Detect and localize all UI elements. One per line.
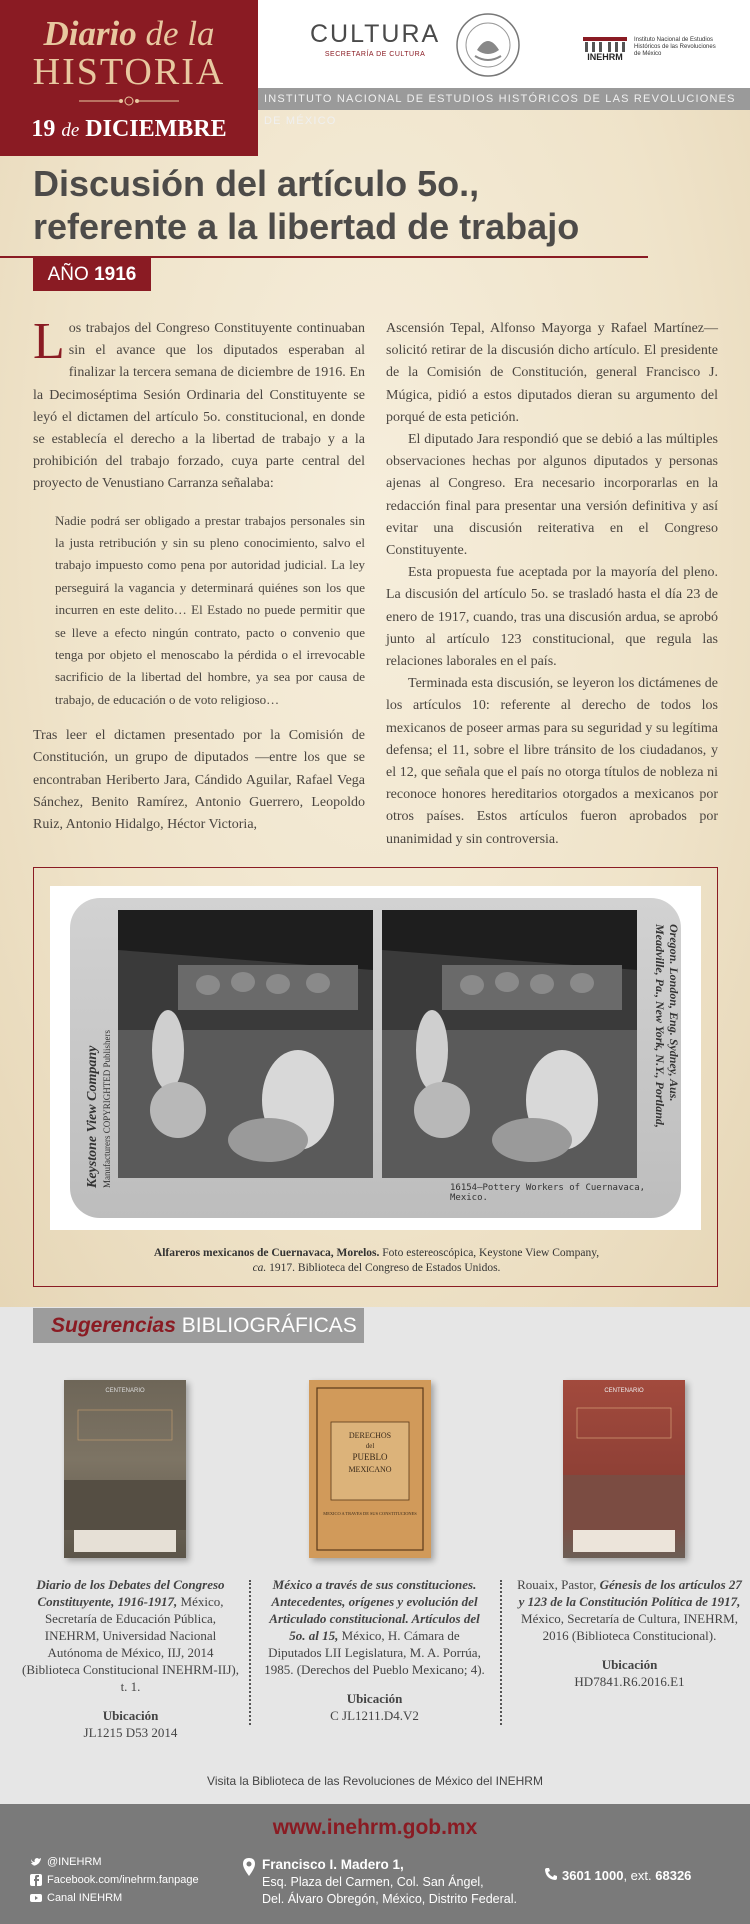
photo-frame: [33, 867, 718, 1287]
book-reference-2: México a través de sus constituciones. Antecedentes, orígenes y evolución del Articulado constitucional. Artículos del 5o. al 15, México, H. Cámara de Diputados LII Legislatura, M. A. Porrúa, 1985. (Derechos del Pueblo Mexicano; 4). Ubicación C JL1211.D4.V2: [262, 1576, 487, 1724]
book-cover-2[interactable]: [309, 1380, 431, 1558]
phone-icon: [544, 1867, 558, 1881]
stereo-image-left: [118, 910, 373, 1178]
book-cover-1[interactable]: [64, 1380, 186, 1558]
call-number: C JL1211.D4.V2: [330, 1708, 419, 1723]
svg-text:INEHRM: INEHRM: [587, 52, 623, 62]
ornament-icon: [79, 95, 179, 107]
masthead-line1: Diario de la: [43, 14, 215, 53]
photo-caption: Alfareros mexicanos de Cuernavaca, Morelos. Foto estereoscópica, Keystone View Company, ca. 1917. Biblioteca del Congreso de Estados Unidos.: [153, 1247, 600, 1274]
dropcap: L: [33, 313, 65, 370]
address: Francisco I. Madero 1, Esq. Plaza del Carmen, Col. San Ángel, Del. Álvaro Obregón, México, Distrito Federal.: [262, 1857, 517, 1906]
book-cover-2-art: [309, 1380, 431, 1558]
svg-text:PUEBLO: PUEBLO: [352, 1452, 388, 1462]
article-column-left: [33, 313, 365, 836]
location-label: Ubicación: [102, 1708, 159, 1723]
twitter-icon: [30, 1856, 42, 1868]
book-reference-3: Rouaix, Pastor, Génesis de los artículos 27 y 123 de la Constitución Política de 1917, México, Secretaría de Cultura, INEHRM, 2016 (Biblioteca Constitucional). Ubicación HD7841.R6.2016.E1: [517, 1577, 742, 1689]
svg-text:Meadville, Pa., New York, N.Y.: Meadville, Pa., New York, N.Y., Portland,: [653, 924, 667, 1128]
facebook-link[interactable]: Facebook.com/inehrm.fanpage: [30, 1874, 199, 1886]
location-pin-icon: [243, 1858, 255, 1876]
suggestions-heading: Sugerencias BIBLIOGRÁFICAS: [33, 1308, 364, 1343]
cultura-logo[interactable]: [310, 20, 440, 58]
svg-text:CENTENARIO: CENTENARIO: [604, 1388, 644, 1394]
book-cover-3[interactable]: [563, 1380, 685, 1558]
divider: [500, 1580, 502, 1725]
svg-text:MEXICANO: MEXICANO: [348, 1465, 392, 1474]
card-publisher-left: [78, 918, 114, 1198]
pottery-workshop-image: [382, 910, 637, 1178]
paragraph-4: El diputado Jara respondió que se debió a las múltiples observaciones hechas por algunos diputados y personas ajenas al Congreso. Era necesario incorporarlas en la redacción final para presentar una versión definitiva y así evitar una discusión reiterativa en el Congreso Constituyente.: [386, 432, 718, 559]
article-column-right: [386, 318, 718, 851]
book-reference-1: Diario de los Debates del Congreso Constituyente, 1916-1917, México, Secretaría de Educación Pública, INEHRM, Universidad Nacional Autónoma de México, IIJ, 2014 (Biblioteca Constitucional INEHRM-IIJ), t. 1. Ubicación JL1215 D53 2014: [18, 1576, 243, 1741]
inehrm-name: Instituto Nacional de Estudios Históricos de las Revoluciones de México: [634, 37, 716, 57]
svg-text:CENTENARIO: CENTENARIO: [105, 1388, 145, 1394]
paragraph-2: Tras leer el dictamen presentado por la Comisión de Constitución, un grupo de diputados —entre los que se encontraban Heriberto Jara, Cándido Aguilar, Rafael Vega Sánchez, Benito Ramírez, Antonio Guerrero, Leopoldo Ruiz, Antonio Hidalgo, Héctor Victoria,: [33, 728, 365, 833]
pottery-workshop-image: [118, 910, 373, 1178]
svg-text:DERECHOS: DERECHOS: [348, 1431, 392, 1440]
phone-number[interactable]: 3601 1000, ext. 68326: [562, 1868, 691, 1883]
masthead-date: 19 de DICIEMBRE: [31, 116, 227, 142]
footer: [0, 1804, 750, 1924]
call-number: HD7841.R6.2016.E1: [574, 1674, 685, 1689]
building-icon: [580, 33, 630, 61]
youtube-icon: [30, 1892, 42, 1904]
stereograph-photo: [50, 886, 701, 1230]
svg-text:MEXICO A TRAVES DE SUS CONSTIT: MEXICO A TRAVES DE SUS CONSTITUCIONES: [323, 1511, 417, 1516]
cultura-title: CULTURA: [310, 20, 441, 48]
book-cover-1-art: [64, 1380, 186, 1558]
paragraph-3: Ascensión Tepal, Alfonso Mayorga y Rafael Martínez— solicitó retirar de la discusión dicho artículo. El presidente de la Comisión de Constitución, general Francisco J. Múgica, pidió a estos diputados dieran su argumento del porqué de esta petición.: [386, 321, 718, 425]
institute-bar: INSTITUTO NACIONAL DE ESTUDIOS HISTÓRICOS DE LAS REVOLUCIONES DE MÉXICO: [258, 88, 750, 110]
masthead: [0, 0, 258, 156]
library-visit-note: Visita la Biblioteca de las Revoluciones de México del INEHRM: [207, 1774, 543, 1788]
card-caption: 16154—Pottery Workers of Cuernavaca, Mexico.: [450, 1183, 646, 1203]
stereo-card: [70, 898, 681, 1218]
article-title: Discusión del artículo 5o., referente a la libertad de trabajo: [33, 163, 580, 247]
twitter-link[interactable]: @INEHRM: [30, 1856, 102, 1868]
divider: [249, 1580, 251, 1725]
svg-text:Oregon. London, Eng. Sydney, A: Oregon. London, Eng. Sydney, Aus.: [667, 924, 681, 1102]
paragraph-6: Terminada esta discusión, se leyeron los dictámenes de los artículos 10: referente al derecho de todos los mexicanos de poseer armas para su seguridad y su legítima defensa; el 11, sobre el libre tránsito de los ciudadanos, y el 12, que señala que el país no otorga títulos de nobleza ni reconoce honores hereditarios otorgados a mexicanos por otros países. Estos artículos fueron aprobados por unanimidad y sin controversia.: [386, 676, 718, 847]
cultura-subtitle: SECRETARÍA DE CULTURA: [324, 51, 426, 58]
masthead-line2: HISTORIA: [32, 51, 226, 93]
location-label: Ubicación: [346, 1691, 403, 1706]
svg-text:del: del: [365, 1442, 375, 1450]
quote: Nadie podrá ser obligado a prestar trabajos personales sin la justa retribución y sin su pleno conocimiento, salvo el trabajo impuesto como pena por autoridad judicial. La ley perseguirá la vagancia y determinará quiénes son los que incurren en este delito… El Estado no puede permitir que se lleve a efecto ningún contrato, pacto o convenio que tenga por objeto el menoscabo la pérdida o el irrevocable sacrificio de la libertad del hombre, ya sea por causa de trabajo, de educación o de voto religioso…: [55, 512, 365, 707]
card-publisher-right: [642, 918, 681, 1198]
national-seal-icon: [455, 12, 521, 78]
website-link[interactable]: www.inehrm.gob.mx: [272, 1816, 478, 1839]
year-badge: AÑO 1916: [33, 258, 151, 291]
location-label: Ubicación: [601, 1657, 658, 1672]
book-cover-3-art: [563, 1380, 685, 1558]
svg-text:Keystone View Company: Keystone View Company: [85, 1045, 100, 1188]
svg-text:Manufacturers COPYRIGHTED: Manufacturers COPYRIGHTED Publishers: [102, 1030, 112, 1188]
call-number: JL1215 D53 2014: [83, 1725, 178, 1740]
facebook-icon: [30, 1874, 42, 1886]
paragraph-1: Los trabajos del Congreso Constituyente continuaban sin el avance que los diputados esperaban al finalizar la tercera semana de diciembre de 1916. En la Decimoséptima Sesión Ordinaria del Constituyente se leyó el dictamen del artículo 5o. constitucional, en donde se establecía el derecho a la libertad de trabajo y a la prohibición del trabajo forzado, cuya parte central del proyecto de Venustiano Carranza señalaba:: [33, 313, 365, 492]
youtube-link[interactable]: Canal INEHRM: [30, 1892, 122, 1904]
stereo-image-right: [382, 910, 637, 1178]
paragraph-5: Esta propuesta fue aceptada por la mayoría del pleno. La discusión del artículo 5o. se trasladó hasta el día 23 de enero de 1917, cuando, tras una discusión ardua, se aprobó junto al artículo 123 constitucional, que regula las relaciones laborales en el país.: [386, 565, 718, 670]
